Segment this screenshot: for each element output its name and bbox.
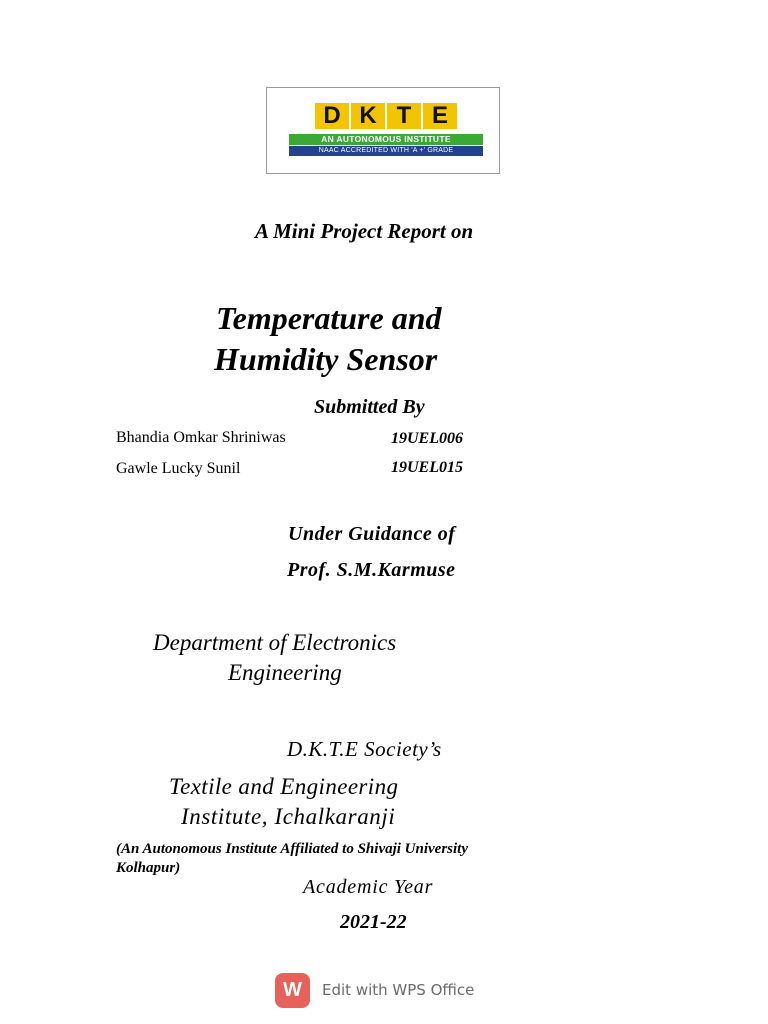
academic-year: 2021-22 (340, 911, 407, 933)
institute-line-2: Institute, Ichalkaranji (181, 804, 396, 829)
logo-wordmark (315, 103, 457, 131)
report-intro: A Mini Project Report on (255, 219, 474, 243)
department-line-1: Department of Electronics (153, 630, 397, 655)
student-roll: 19UEL006 (391, 430, 463, 447)
title-line-1: Temperature and (216, 300, 442, 336)
logo-autonomous-band: AN AUTONOMOUS INSTITUTE (289, 134, 483, 145)
department-line-2: Engineering (228, 660, 342, 685)
guidance-label: Under Guidance of (288, 523, 456, 545)
institute-line-1: Textile and Engineering (169, 774, 399, 799)
student-name: Bhandia Omkar Shriniwas (116, 429, 286, 446)
academic-year-label: Academic Year (303, 876, 434, 898)
wps-label: Edit with WPS Office (322, 981, 475, 999)
affiliation-note: (An Autonomous Institute Affiliated to Shivaji University Kolhapur) (116, 841, 469, 876)
logo-letter: E (423, 103, 457, 129)
logo-letter: K (351, 103, 385, 129)
student-name: Gawle Lucky Sunil (116, 460, 241, 477)
student-roll: 19UEL015 (391, 459, 463, 476)
title-line-2: Humidity Sensor (214, 341, 438, 377)
submitted-by-heading: Submitted By (314, 396, 425, 418)
logo-letter: D (315, 103, 349, 129)
institute-logo (266, 87, 500, 174)
logo-naac-band: NAAC ACCREDITED WITH 'A +' GRADE (289, 146, 483, 156)
society-name: D.K.T.E Society’s (287, 737, 442, 761)
logo-letter: T (387, 103, 421, 129)
wps-office-icon: W (275, 973, 310, 1008)
guide-name: Prof. S.M.Karmuse (287, 559, 456, 581)
edit-with-wps-button[interactable] (275, 973, 474, 1007)
